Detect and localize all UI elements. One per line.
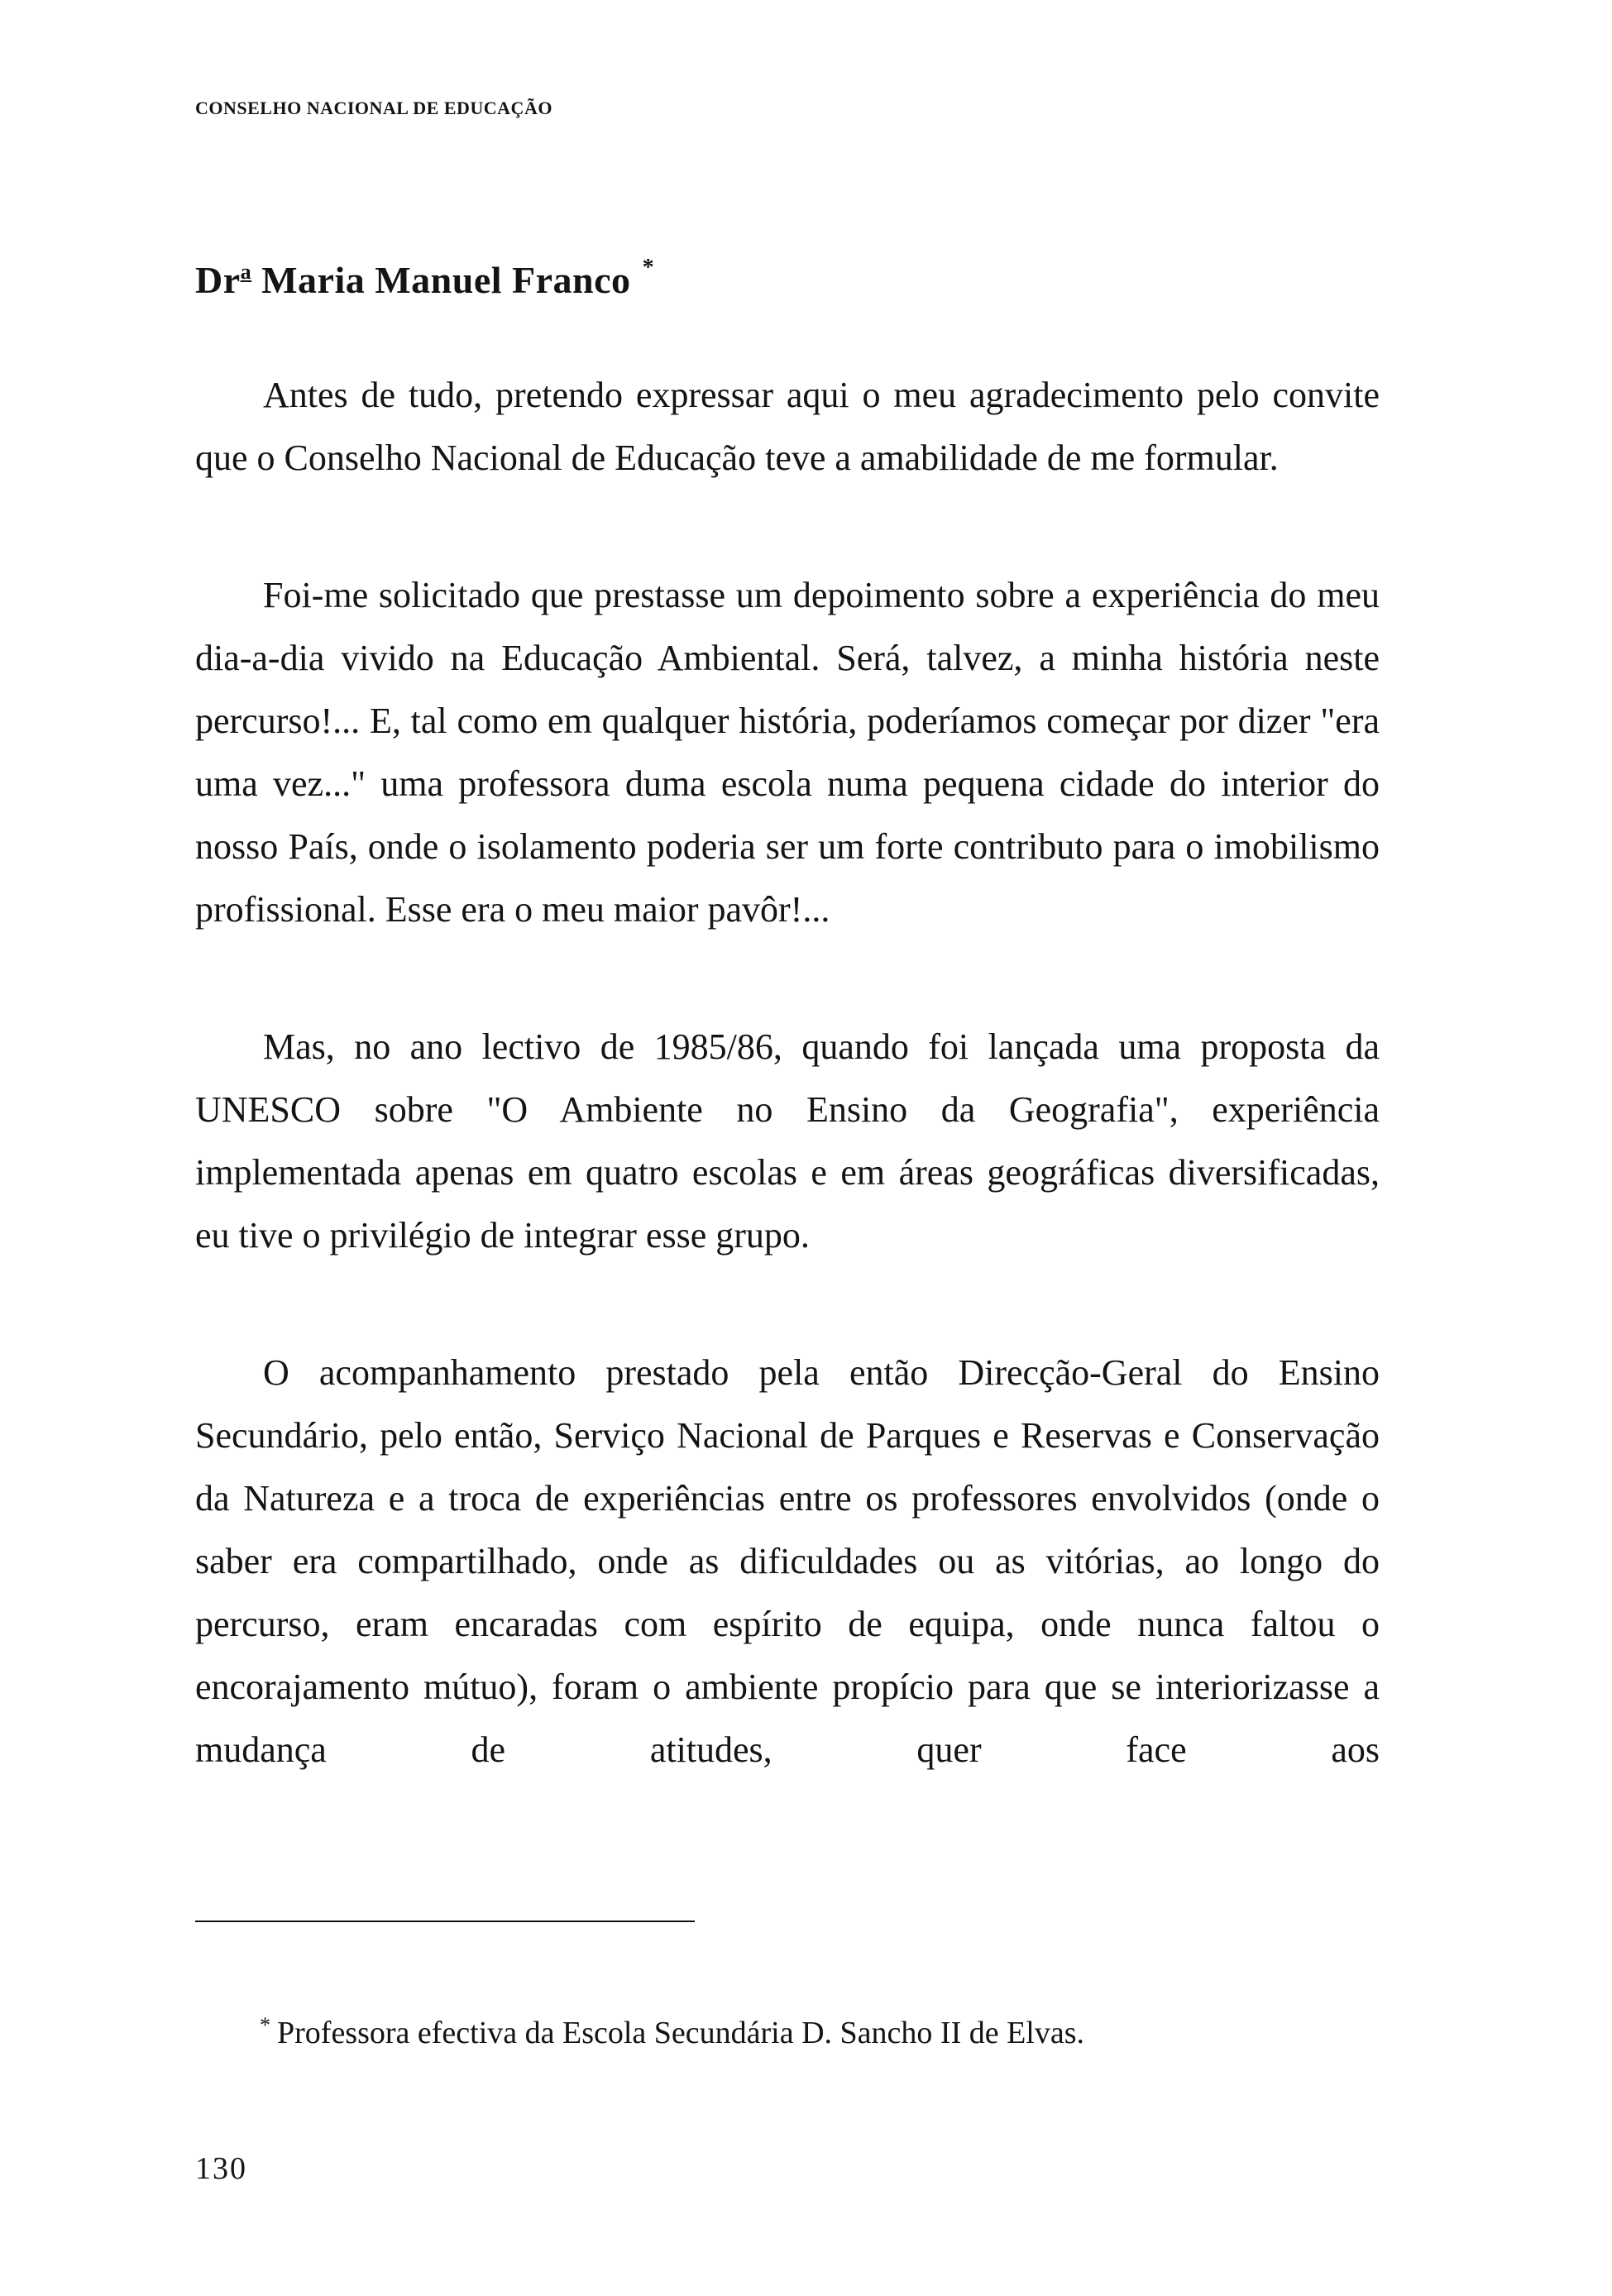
footnote-divider [195,1921,695,1922]
footnote [260,2015,1084,2051]
footnote-text: Professora efectiva da Escola Secundária D. Sancho II de Elvas. [277,2016,1085,2050]
author-name: Maria Manuel Franco [261,259,631,301]
page-number: 130 [195,2151,247,2186]
article-title [195,255,655,302]
author-prefix: Dr [195,259,241,301]
paragraph-2: Foi-me solicitado que prestasse um depoimento sobre a experiência do meu dia-a-dia vivido na Educação Ambiental. Será, talvez, a minha história neste percurso!... E, tal como em qualquer história, poderíamos começar por dizer "era uma vez..." uma professora duma escola numa pequena cidade do interior do nosso País, onde o isolamento poderia ser um forte contributo para o imobilismo profissional. Esse era o meu maior pavôr!... [195,575,1380,930]
paragraph-1: Antes de tudo, pretendo expressar aqui o meu agradecimento pelo convite que o Conselho Nacional de Educação teve a amabilidade de me formular. [195,375,1380,478]
running-header: CONSELHO NACIONAL DE EDUCAÇÃO [195,98,552,118]
footnote-marker-link[interactable]: * [642,255,655,280]
author-prefix-ordinal: a [240,260,252,284]
footnote-marker: * [260,2013,270,2037]
paragraph-3: Mas, no ano lectivo de 1985/86, quando foi lançada uma proposta da UNESCO sobre "O Ambiente no Ensino da Geografia", experiência implementada apenas em quatro escolas e em áreas geográficas diversificadas, eu tive o privilégio de integrar esse grupo. [195,1026,1380,1256]
article-body [195,364,1380,1782]
paragraph-4: O acompanhamento prestado pela então Direcção-Geral do Ensino Secundário, pelo então, Serviço Nacional de Parques e Reservas e Conservação da Natureza e a troca de experiências entre os professores envolvidos (onde o saber era compartilhado, onde as dificuldades ou as vitórias, ao longo do percurso, eram encaradas com espírito de equipa, onde nunca faltou o encorajamento mútuo), foram o ambiente propício para que se interiorizasse a mudança de atitudes, quer face aos [195,1352,1380,1770]
